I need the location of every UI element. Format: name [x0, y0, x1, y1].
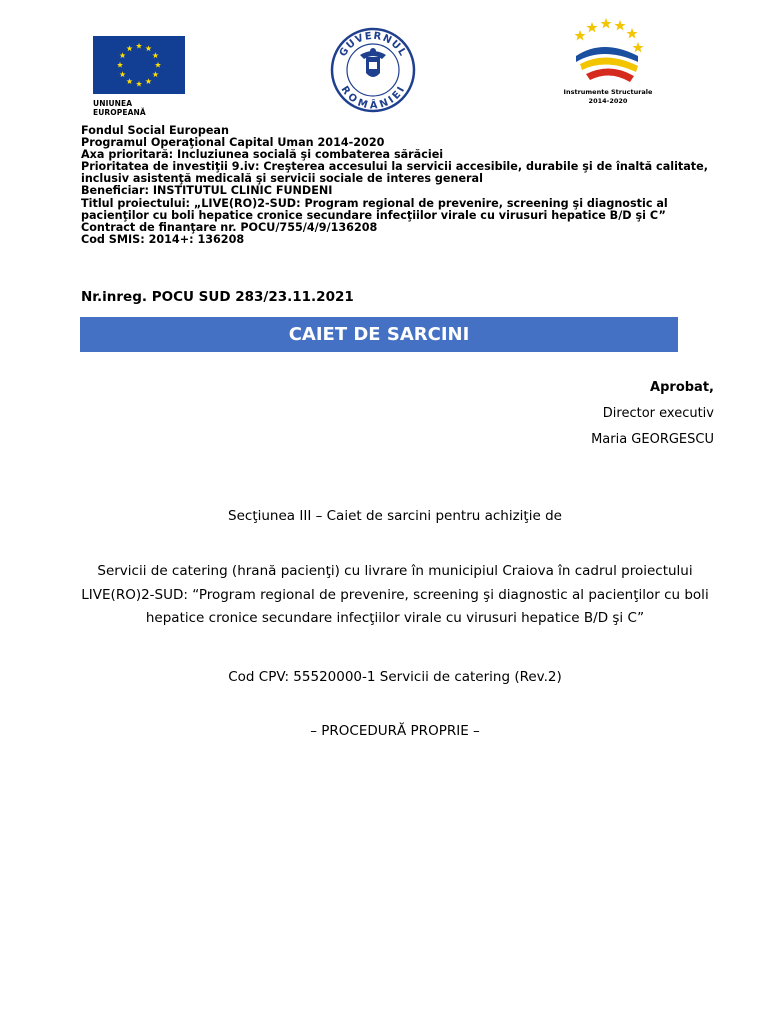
approval-role: Director executiv [602, 406, 714, 421]
eu-star-icon [120, 71, 126, 77]
header-line: Cod SMIS: 2014+: 136208 [81, 232, 245, 246]
eu-star-icon [152, 52, 158, 58]
section-title: Secţiunea III – Caiet de sarcini pentru achiziţie de [228, 508, 562, 524]
cpv-code: Cod CPV: 55520000-1 Servicii de catering (Rev.2) [228, 669, 562, 685]
header-line: Prioritatea de investiţii 9.iv: Creşterea accesului la servicii accesibile, durabile şi de înaltă calitate, inclusiv asistenţă medicală şi servicii sociale de interes general [81, 160, 708, 186]
header-line: Programul Operaţional Capital Uman 2014-2020 [81, 136, 385, 150]
eu-star-icon [136, 43, 142, 49]
government-seal-top-text: GUVERNUL [337, 30, 409, 59]
eu-star-icon [120, 52, 126, 58]
eu-logo [93, 36, 187, 117]
header-line: Contract de finanţare nr. POCU/755/4/9/136208 [81, 220, 378, 234]
eu-star-icon [136, 81, 142, 87]
eu-caption: UNIUNEA EUROPEANĂ [93, 99, 146, 117]
eu-star-icon [126, 78, 132, 84]
eu-star-icon [145, 45, 151, 51]
header-line: Beneficiar: INSTITUTUL CLINIC FUNDENI [81, 184, 333, 198]
approval-label: Aprobat, [650, 380, 714, 395]
procedure-type: – PROCEDURĂ PROPRIE – [310, 723, 480, 739]
eu-star-icon [126, 45, 132, 51]
eu-star-icon [155, 62, 161, 68]
eu-star-icon [152, 71, 158, 77]
structural-instruments-icon [558, 16, 658, 88]
registration-number: Nr.inreg. POCU SUD 283/23.11.2021 [81, 289, 354, 305]
project-header [81, 125, 721, 246]
eu-star-icon [145, 78, 151, 84]
eu-stars-icon [93, 36, 185, 94]
government-seal-logo [330, 27, 416, 113]
eu-flag-icon [93, 36, 185, 94]
document-title: CAIET DE SARCINI [80, 317, 678, 352]
header-line: Fondul Social European [81, 124, 229, 137]
eu-star-icon [117, 62, 123, 68]
approval-block [591, 380, 714, 458]
government-seal-bottom-text: ROMÂNIEI [338, 84, 408, 112]
structural-instruments-caption: Instrumente Structurale 2014-2020 [563, 88, 653, 105]
header-line: Axa prioritară: Incluziunea socială şi combaterea sărăciei [81, 148, 444, 162]
service-description: Servicii de catering (hrană pacienţi) cu livrare în municipiul Craiova în cadrul proiectului LIVE(RO)2-SUD: “Program regional de prevenire, screening şi diagnostic al pacienţilor cu boli hepatice cronice secundare infecţiilor virale cu virusuri hepatice B/D şi C” [81, 563, 709, 626]
coat-of-arms-icon [360, 48, 386, 77]
structural-instruments-logo [558, 16, 658, 108]
approval-name: Maria GEORGESCU [591, 432, 714, 447]
header-line: Titlul proiectului: „LIVE(RO)2-SUD: Program regional de prevenire, screening şi diagnostic al pacienţilor cu boli hepatice cronice secundare infecţiilor virale cu virusuri hepatice B/D şi C” [81, 196, 668, 222]
